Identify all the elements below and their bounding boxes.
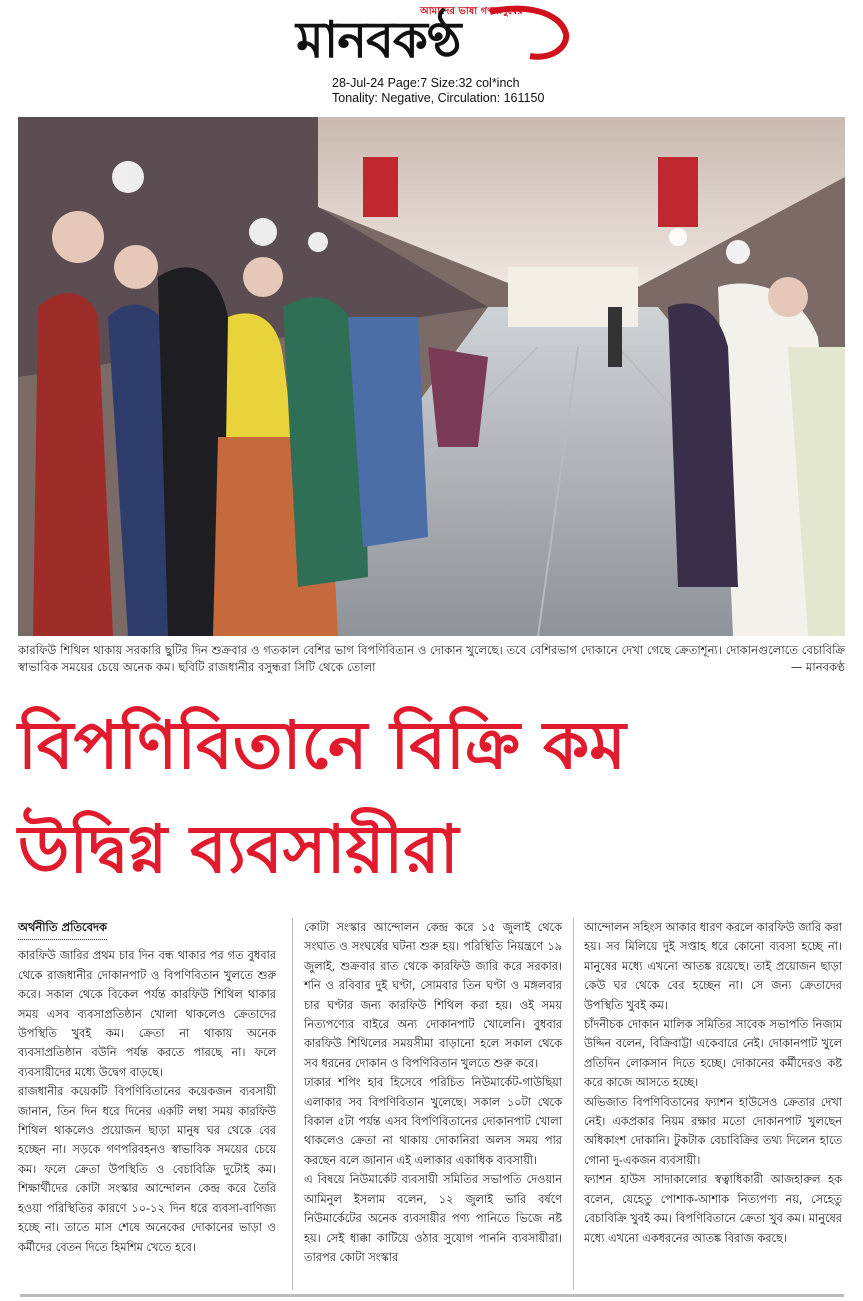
photo-caption bbox=[18, 642, 845, 676]
article-paragraph: ফ্যাশন হাউস সাদাকালোর স্বত্বাধিকারী আজহারুল হক বলেন, যেহেতু পোশাক-আশাক নিত্যপণ্য নয়, সেহেতু বেচাবিক্রি খুবই কম। বিপণিবিতানে ক্রেতা খুব কম। মানুষের মধ্যে এখনো একধরনের আতঙ্ক বিরাজ করছে। bbox=[584, 1173, 842, 1245]
article-headline bbox=[18, 694, 845, 902]
headline-line1: বিপণিবিতানে বিক্রি কম bbox=[18, 707, 626, 784]
article-paragraph: কারফিউ জারির প্রথম চার দিন বন্ধ থাকার পর গত বুধবার থেকে রাজধানীর দোকানপাট ও বিপণিবিতান খুলতে শুরু করে। সকাল থেকে বিকেল পর্যন্ত কারফিউ শিথিল থাকার সময় এসব ব্যবসাপ্রতিষ্ঠান খোলা থাকলেও ক্রেতাদের উপস্থিতি খুবই কম। ক্রেতা না থাকায় অনেক ব্যবসাপ্রতিষ্ঠান বউনি পর্যন্ত করতে পারছে না। ফলে ব্যবসায়ীদের মধ্যে উদ্বেগ বাড়ছে। bbox=[18, 949, 276, 1079]
headline-line2: উদ্বিগ্ন ব্যবসায়ীরা bbox=[18, 811, 459, 888]
masthead-tagline: আমাদের ভাষা গণমানুষের bbox=[420, 6, 523, 17]
article-paragraph: এ বিষয়ে নিউমার্কেট ব্যবসায়ী সমিতির সভাপতি দেওয়ান আমিনুল ইসলাম বলেন, ১২ জুলাই ভারি বর্ষণে নিউমার্কেটের অনেক ব্যবসায়ীর পণ্য পানিতে ভিজে নষ্ট হয়। সেই ধাক্কা কাটিয়ে ওঠার সুযোগ পাননি ব্যবসায়ীরা। তারপর কোটা সংস্কার bbox=[304, 1173, 562, 1264]
masthead-logo: মানবকণ্ঠ bbox=[296, 11, 461, 69]
article-paragraph: আন্দোলন সহিংস আকার ধারণ করলে কারফিউ জারি করা হয়। সব মিলিয়ে দুই সপ্তাহ ধরে কোনো ব্যবসা হচ্ছে না। মানুষের মধ্যে এখনো আতঙ্ক রয়েছে। তাই প্রয়োজন ছাড়া কেউ ঘর থেকে বের হচ্ছেন না। সে জন্য ক্রেতাদের উপস্থিতি খুবই কম। bbox=[584, 921, 842, 1012]
article-paragraph: ঢাকার শপিং হাব হিসেবে পরিচিত নিউমার্কেট-গাউছিয়া এলাকার সব বিপণিবিতান খুলেছে। সকাল ১০টা থেকে বিকাল ৫টা পর্যন্ত এসব বিপণিবিতানের দোকানপাট খোলা থাকলেও ক্রেতা না থাকায় দোকানিরা অলস সময় পার করছেন বলে জানান এই এলাকার একাধিক ব্যবসায়ী। bbox=[304, 1076, 562, 1167]
masthead-swoosh-icon bbox=[480, 4, 570, 64]
bottom-rule bbox=[20, 1294, 844, 1297]
article-byline: অর্থনীতি প্রতিবেদক bbox=[18, 918, 107, 940]
newspaper-masthead bbox=[0, 0, 863, 112]
clip-meta-line1: 28-Jul-24 Page:7 Size:32 col*inch bbox=[332, 76, 520, 90]
column-divider bbox=[573, 918, 574, 1290]
clip-metadata bbox=[332, 76, 544, 106]
article-paragraph: কোটা সংস্কার আন্দোলন কেন্দ্র করে ১৫ জুলাই থেকে সংঘাত ও সংঘর্ষের ঘটনা শুরু হয়। পরিস্থিতি নিয়ন্ত্রণে ১৯ জুলাই, শুক্রবার রাত থেকে কারফিউ জারি করে সরকার। শনি ও রবিবার দুই ঘণ্টা, সোমবার তিন ঘণ্টা ও মঙ্গলবার চার ঘণ্টার জন্য কারফিউ শিথিল করা হয়। ওই সময় নিত্যপণ্যের বাইরে অন্য দোকানপাট খোলেনি। বুধবার কারফিউ শিথিলের সময়সীমা বাড়ানো হলে সকাল থেকে সব ধরনের দোকান ও বিপণিবিতান খুলতে শুরু করে। bbox=[304, 921, 562, 1070]
article-column-1 bbox=[18, 918, 276, 1257]
article-column-2 bbox=[304, 918, 562, 1267]
article-paragraph: চাঁদনীচক দোকান মালিক সমিতির সাবেক সভাপতি নিজাম উদ্দিন বলেন, বিক্রিবাট্টা একেবারে নেই। দোকানপাট খুলে প্রতিদিন লোকসান দিতে হচ্ছে। দোকানের কর্মীদেরও কষ্ট করে কাজে আসতে হচ্ছে। bbox=[584, 1018, 842, 1090]
photo-caption-text: কারফিউ শিথিল থাকায় সরকারি ছুটির দিন শুক্রবার ও গতকাল বেশির ভাগ বিপণিবিতান ও দোকান খুলেছে। তবে বেশিরভাগ দোকানে দেখা গেছে ক্রেতাশূন্য। দোকানগুলোতে বেচাবিক্রি স্বাভাবিক সময়ের চেয়ে অনেক কম। ছবিটি রাজধানীর বসুন্ধরা সিটি থেকে তোলা bbox=[18, 643, 845, 674]
column-divider bbox=[292, 918, 293, 1290]
article-paragraph: রাজধানীর কয়েকটি বিপণিবিতানের কয়েকজন ব্যবসায়ী জানান, তিন দিন ধরে দিনের একটি লম্বা সময় কারফিউ শিথিল থাকলেও প্রয়োজন ছাড়া মানুষ ঘর থেকে বের হচ্ছেন না। সড়কে গণপরিবহনও স্বাভাবিক সময়ের চেয়ে কম। ফলে ক্রেতা উপস্থিতি ও বেচাবিক্রি দুটোই কম। শিক্ষার্থীদের কোটা সংস্কার আন্দোলন কেন্দ্র করে তৈরি হওয়া পরিস্থিতির কারণে ১০-১২ দিন ধরে ব্যবসা-বাণিজ্য হচ্ছে না। তাতে মাস শেষে অনেকের দোকানের ভাড়া ও কর্মীদের বেতন দিতে হিমশিম খেতে হবে। bbox=[18, 1085, 276, 1254]
article-column-3 bbox=[584, 918, 842, 1248]
clip-meta-line2: Tonality: Negative, Circulation: 161150 bbox=[332, 91, 545, 105]
article-paragraph: অভিজাত বিপণিবিতানের ফ্যাশন হাউসেও ক্রেতার দেখা নেই। একপ্রকার নিয়ম রক্ষার মতো দোকানপাট খুলছেন অধিকাংশ দোকানি। টুকটাক বেচাবিক্রির তথ্য দিলেন হাতে গোনা দু-একজন ব্যবসায়ী। bbox=[584, 1095, 842, 1167]
photo-credit: — মানবকণ্ঠ bbox=[790, 660, 845, 674]
mall-corridor-photo bbox=[18, 117, 845, 636]
